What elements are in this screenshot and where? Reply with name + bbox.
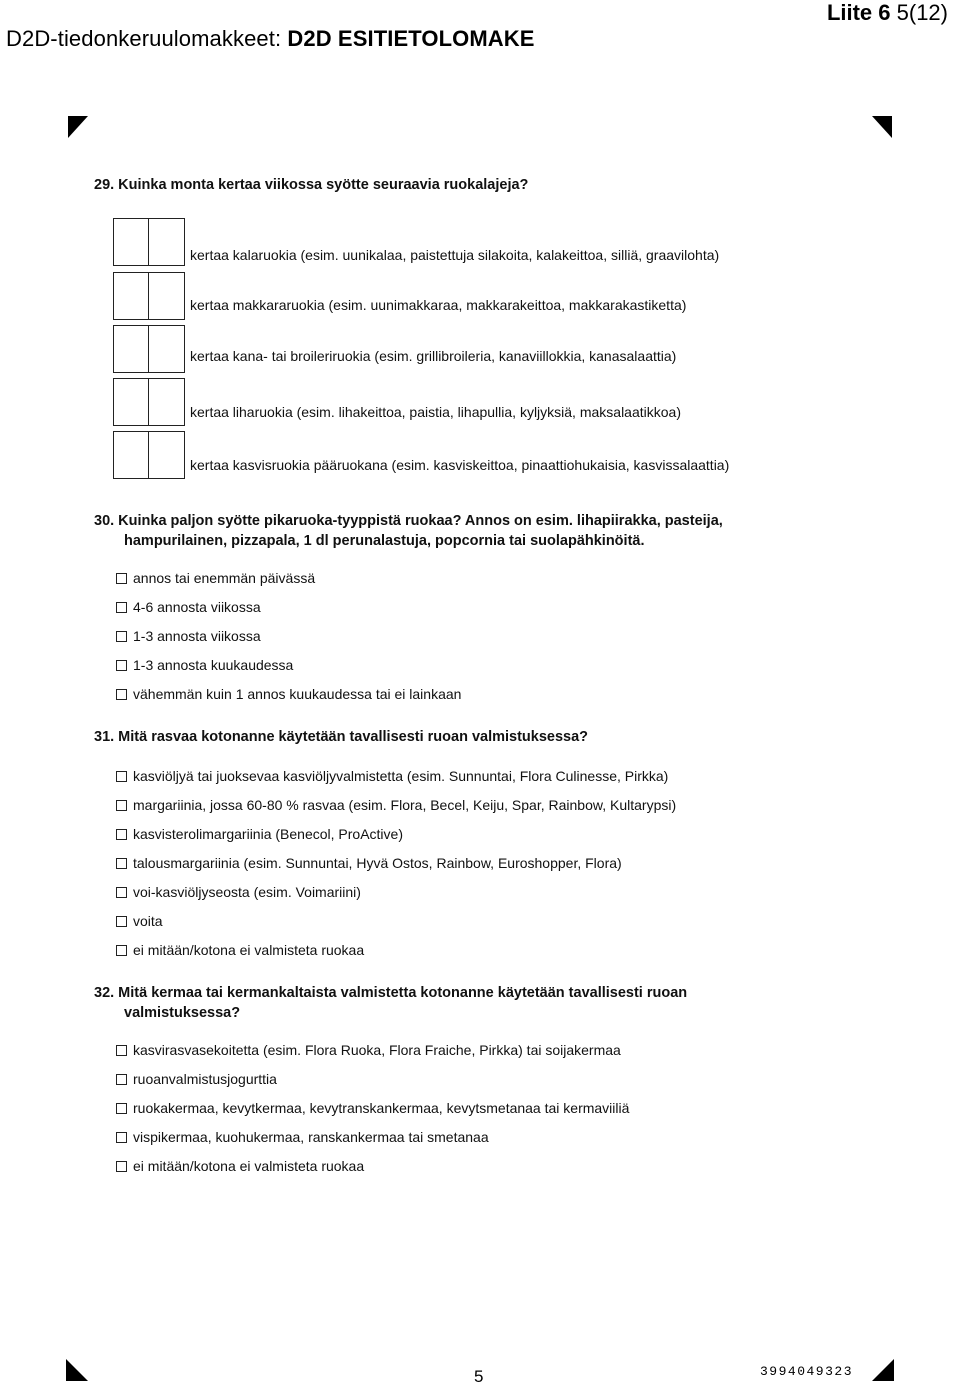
option-label: ei mitään/kotona ei valmisteta ruokaa [133,1158,365,1174]
option-label: voita [133,913,163,929]
question-31-title: 31. Mitä rasvaa kotonanne käytetään tavallisesti ruoan valmistuksessa? [94,729,589,745]
option-label: annos tai enemmän päivässä [133,570,316,586]
form-title [6,26,535,52]
option-label: kasviöljyä tai juoksevaa kasviöljyvalmistetta (esim. Sunnuntai, Flora Culinesse, Pirkka) [133,768,669,784]
registration-mark-bottom-left [66,1359,88,1381]
checkbox[interactable] [116,1045,127,1056]
q31-option[interactable] [116,941,364,959]
checkbox[interactable] [116,1074,127,1085]
form-id-number: 3994049323 [760,1364,854,1379]
q31-option[interactable] [116,912,163,930]
q32-option[interactable] [116,1157,364,1175]
q32-option[interactable] [116,1128,489,1146]
q30-option[interactable] [116,627,261,645]
form-title-prefix: D2D-tiedonkeruulomakkeet: [6,26,288,51]
checkbox[interactable] [116,887,127,898]
checkbox[interactable] [116,602,127,613]
checkbox[interactable] [116,689,127,700]
appendix-label [827,0,948,26]
q30-option[interactable] [116,569,315,587]
q32-option[interactable] [116,1070,277,1088]
digit-box-sausage[interactable] [113,272,185,320]
page-number: 5 [474,1367,484,1386]
checkbox[interactable] [116,1161,127,1172]
q31-option[interactable] [116,767,668,785]
q32-option[interactable] [116,1099,629,1117]
form-title-bold: D2D ESITIETOLOMAKE [287,26,535,51]
q31-option[interactable] [116,796,676,814]
q29-item-chicken: kertaa kana- tai broileriruokia (esim. grillibroileria, kanaviillokkia, kanasalaattia) [190,348,677,364]
checkbox[interactable] [116,771,127,782]
q29-item-vegetarian: kertaa kasvisruokia pääruokana (esim. kasviskeittoa, pinaattiohukaisia, kasvissalaattia) [190,457,730,473]
appendix-label-bold: Liite 6 [826,0,891,25]
q31-option[interactable] [116,883,361,901]
q30-option[interactable] [116,685,461,703]
checkbox[interactable] [116,1103,127,1114]
checkbox[interactable] [116,631,127,642]
question-29-title: 29. Kuinka monta kertaa viikossa syötte seuraavia ruokalajeja? [94,177,529,193]
registration-mark-bottom-right [872,1359,894,1381]
option-label: kasvirasvasekoitetta (esim. Flora Ruoka, Flora Fraiche, Pirkka) tai soijakermaa [133,1042,621,1058]
option-label: vispikermaa, kuohukermaa, ranskankermaa tai smetanaa [133,1129,489,1145]
checkbox[interactable] [116,858,127,869]
registration-mark-top-left [68,116,88,138]
option-label: voi-kasviöljyseosta (esim. Voimariini) [133,884,361,900]
option-label: 1-3 annosta viikossa [133,628,261,644]
question-32-title-line2: valmistuksessa? [124,1005,241,1021]
q30-option[interactable] [116,656,293,674]
digit-box-meat[interactable] [113,378,185,426]
checkbox[interactable] [116,800,127,811]
q31-option[interactable] [116,854,622,872]
registration-mark-top-right [872,116,892,138]
digit-box-fish[interactable] [113,218,185,266]
q32-option[interactable] [116,1041,621,1059]
digit-box-vegetarian[interactable] [113,431,185,479]
option-label: ruokakermaa, kevytkermaa, kevytranskankermaa, kevytsmetanaa tai kermaviiliä [133,1100,630,1116]
checkbox[interactable] [116,945,127,956]
q29-item-meat: kertaa liharuokia (esim. lihakeittoa, paistia, lihapullia, kyljyksiä, maksalaatikkoa) [190,404,681,420]
option-label: 4-6 annosta viikossa [133,599,261,615]
checkbox[interactable] [116,829,127,840]
option-label: 1-3 annosta kuukaudessa [133,657,294,673]
digit-box-chicken[interactable] [113,325,185,373]
checkbox[interactable] [116,1132,127,1143]
option-label: ei mitään/kotona ei valmisteta ruokaa [133,942,365,958]
checkbox[interactable] [116,660,127,671]
question-30-title-line2: hampurilainen, pizzapala, 1 dl perunalastuja, popcornia tai suolapähkinöitä. [124,533,645,549]
q31-option[interactable] [116,825,403,843]
checkbox[interactable] [116,916,127,927]
option-label: talousmargariinia (esim. Sunnuntai, Hyvä Ostos, Rainbow, Euroshopper, Flora) [133,855,622,871]
q30-option[interactable] [116,598,261,616]
page-indicator: 5(12) [890,0,948,25]
option-label: vähemmän kuin 1 annos kuukaudessa tai ei lainkaan [133,686,462,702]
checkbox[interactable] [116,573,127,584]
option-label: ruoanvalmistusjogurttia [133,1071,277,1087]
question-30-title-line1: 30. Kuinka paljon syötte pikaruoka-tyyppistä ruokaa? Annos on esim. lihapiirakka, pasteija, [94,513,723,529]
q29-item-sausage: kertaa makkararuokia (esim. uunimakkaraa, makkarakeittoa, makkarakastiketta) [190,297,687,313]
option-label: margariinia, jossa 60-80 % rasvaa (esim. Flora, Becel, Keiju, Spar, Rainbow, Kultarypsi) [133,797,677,813]
question-32-title-line1: 32. Mitä kermaa tai kermankaltaista valmistetta kotonanne käytetään tavallisesti ruoan [94,985,688,1001]
option-label: kasvisterolimargariinia (Benecol, ProActive) [133,826,403,842]
q29-item-fish: kertaa kalaruokia (esim. uunikalaa, paistettuja silakoita, kalakeittoa, silliä, graavilohta) [190,247,720,263]
